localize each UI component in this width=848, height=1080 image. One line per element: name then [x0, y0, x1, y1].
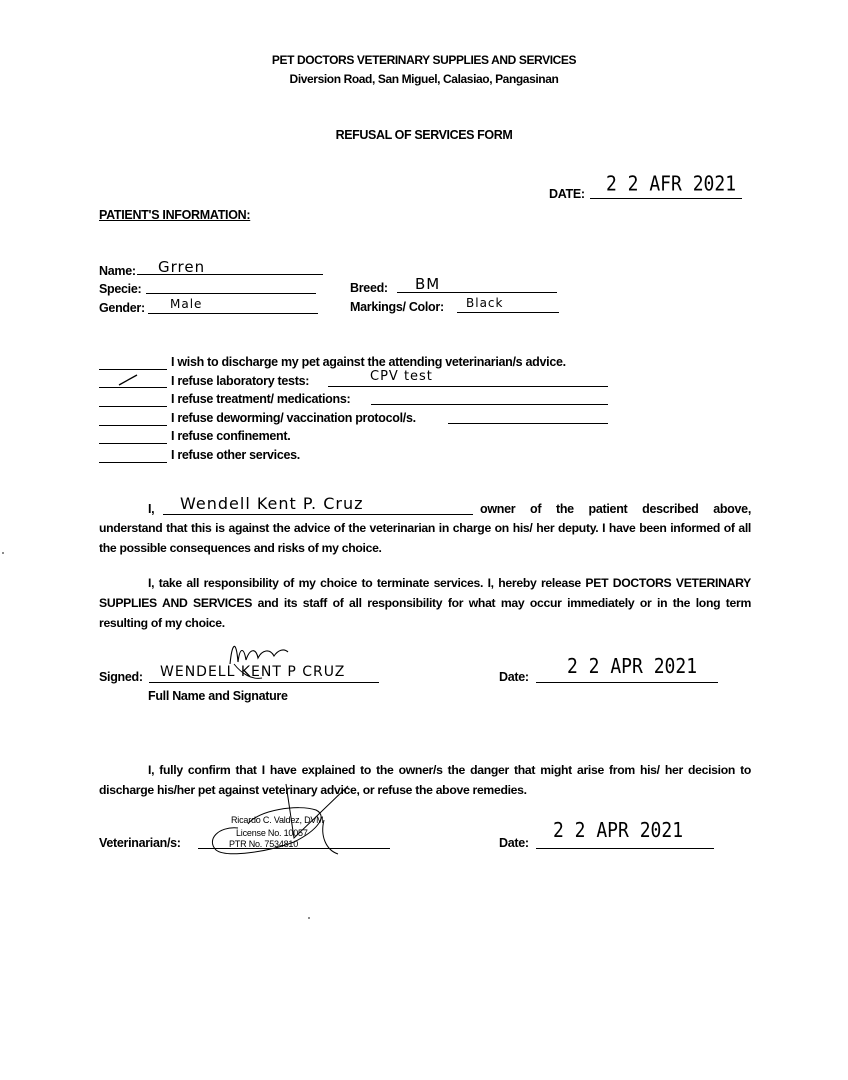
markings-value: Black	[466, 296, 504, 310]
vet-stamp-name: Ricardo C. Valdez, DVM	[231, 815, 324, 825]
vet-date-value: 2 2 APR 2021	[553, 818, 684, 843]
form-title: REFUSAL OF SERVICES FORM	[335, 128, 513, 142]
checkmark-lab-tests	[117, 373, 139, 392]
specie-line	[146, 293, 316, 294]
owner-signature-scribble	[222, 634, 302, 689]
option-line-5	[99, 443, 167, 444]
lab-tests-detail-line	[328, 386, 608, 387]
vet-stamp-ptr: PTR No. 7534810	[229, 839, 299, 849]
option-lab-tests: I refuse laboratory tests:	[171, 374, 310, 388]
owner-name-line	[163, 514, 473, 515]
option-treatment: I refuse treatment/ medications:	[171, 392, 351, 406]
gender-value: Male	[170, 297, 203, 311]
option-line-1	[99, 369, 167, 370]
date-label: DATE:	[549, 187, 585, 201]
option-line-6	[99, 462, 167, 463]
owner-date-label: Date:	[499, 670, 529, 684]
specie-label: Specie:	[99, 282, 142, 296]
company-address: Diversion Road, San Miguel, Calasiao, Pangasinan	[289, 72, 559, 86]
breed-label: Breed:	[350, 281, 388, 295]
option-discharge: I wish to discharge my pet against the attending veterinarian/s advice.	[171, 355, 566, 369]
scan-speck	[2, 552, 4, 554]
owner-date-line	[536, 682, 718, 683]
lab-tests-detail: CPV test	[370, 369, 433, 384]
scan-speck	[308, 917, 310, 919]
statement-owner-of: owner of the patient described above,	[480, 502, 751, 516]
deworming-detail-line	[448, 423, 608, 424]
gender-line	[148, 313, 318, 314]
signed-caption: Full Name and Signature	[148, 689, 288, 703]
owner-date-value: 2 2 APR 2021	[567, 654, 698, 679]
name-value: Grren	[158, 258, 206, 276]
breed-value: BM	[415, 275, 441, 293]
statement-paragraph-1: understand that this is against the advice of the veterinarian in charge on his/ her deputy. I have been informed of all the possible consequences and risks of my choice.	[99, 521, 751, 555]
date-value: 2 2 AFR 2021	[606, 171, 737, 196]
date-line	[590, 198, 742, 199]
vet-stamp-license: License No. 10057	[236, 828, 308, 838]
patient-section-title: PATIENT'S INFORMATION:	[99, 208, 251, 222]
markings-line	[457, 312, 559, 313]
signed-label: Signed:	[99, 670, 143, 684]
statement-paragraph-2: I, take all responsibility of my choice to terminate services. I, hereby release PET DOCTORS VETERINARY SUPPLIES AND SERVICES and its staff of all responsibility for what may occur immediately or in the long term resulting of my choice.	[99, 576, 751, 630]
statement-i: I,	[148, 502, 155, 516]
option-other-services: I refuse other services.	[171, 448, 300, 462]
vet-confirmation-text: I, fully confirm that I have explained to the owner/s the danger that might arise from his/ her decision to discharge his/her pet against veterinary advice, or refuse the above remedies.	[99, 763, 751, 797]
owner-name-handwritten: Wendell Kent P. Cruz	[180, 494, 364, 513]
veterinarian-label: Veterinarian/s:	[99, 836, 181, 850]
option-line-3	[99, 406, 167, 407]
name-label: Name:	[99, 264, 136, 278]
markings-label: Markings/ Color:	[350, 300, 444, 314]
option-line-4	[99, 425, 167, 426]
company-name: PET DOCTORS VETERINARY SUPPLIES AND SERVICES	[271, 53, 577, 67]
vet-date-line	[536, 848, 714, 849]
owner-printed-name: WENDELL KENT P CRUZ	[160, 664, 346, 680]
option-confinement: I refuse confinement.	[171, 429, 291, 443]
gender-label: Gender:	[99, 301, 145, 315]
option-deworming: I refuse deworming/ vaccination protocol/s.	[171, 411, 416, 425]
vet-date-label: Date:	[499, 836, 529, 850]
treatment-detail-line	[371, 404, 608, 405]
